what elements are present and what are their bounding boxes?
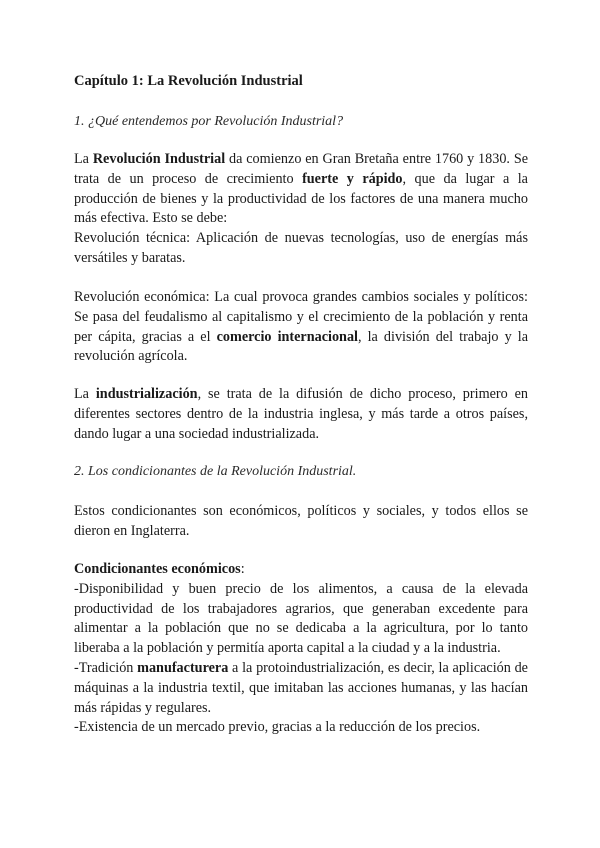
condicionantes-economicos-block: Condicionantes económicos: -Disponibilidad y buen precio de los alimentos, a causa de la elevada productividad de los trabajadores agrarios, que generaban excedente para alimentar a la población que no se dedicaba a la agricultura, por lo tanto liberaba a la población y permitía aporta capital a la ciudad y a la industria. -Tradición manufacturera a la protoindustrialización, es decir, la aplicación de máquinas a la industria textil, que imitaban las acciones humanas, y las hacían más rápidas y regulares. -Existencia de un mercado previo, gracias a la reducción de los precios. <box>74 561 528 736</box>
revolucion-tecnica-paragraph: Revolución técnica: Aplicación de nuevas tecnologías, uso de energías más versátiles y baratas. <box>74 230 528 266</box>
term-industrializacion: industrialización <box>95 386 198 402</box>
industrializacion-paragraph: La industrialización, se trata de la difusión de dicho proceso, primero en diferentes sectores dentro de la industria inglesa, y más tarde a otros países, dando lugar a una sociedad industrializada. <box>74 386 528 442</box>
section-2-heading: 2. Los condicionantes de la Revolución Industrial. <box>74 464 357 479</box>
chapter-title: Capítulo 1: La Revolución Industrial <box>74 73 303 89</box>
list-item-tradicion: -Tradición manufacturera a la protoindustrialización, es decir, la aplicación de máquinas a la industria textil, que imitaban las acciones humanas, y las hacían más rápidas y regulares. <box>74 659 528 716</box>
term-revolucion-industrial: Revolución Industrial <box>92 151 226 167</box>
revolucion-economica-paragraph: Revolución económica: La cual provoca grandes cambios sociales y políticos: Se pasa del feudalismo al capitalismo y el crecimiento de la población y renta per cápita, gracias a el comercio internacional, la división del trabajo y la revolución agrícola. <box>74 289 528 365</box>
condicionantes-intro-paragraph: Estos condicionantes son económicos, políticos y sociales, y todos ellos se dieron en Inglaterra. <box>74 503 528 539</box>
section-1-heading: 1. ¿Qué entendemos por Revolución Industrial? <box>74 114 344 129</box>
term-manufacturera: manufacturera <box>137 659 229 676</box>
list-item-mercado: -Existencia de un mercado previo, gracias a la reducción de los precios. <box>74 719 481 736</box>
term-comercio-internacional: comercio internacional <box>216 328 358 345</box>
term-fuerte-rapido: fuerte y rápido <box>302 170 403 187</box>
list-item-alimentos: -Disponibilidad y buen precio de los alimentos, a causa de la elevada productividad de los trabajadores agrarios, que generaban excedente para alimentar a la población que no se dedicaba a la agricultura, por lo tanto liberaba a la población y permitía aporta capital a la ciudad y a la industria. <box>74 580 528 657</box>
intro-paragraph: La Revolución Industrial da comienzo en Gran Bretaña entre 1760 y 1830. Se trata de un proceso de crecimiento fuerte y rápido, que da lugar a la producción de bienes y la productividad de los factores de una manera mucho más efectiva. Esto se debe: <box>74 151 529 227</box>
condicionantes-economicos-label: Condicionantes económicos <box>74 561 241 577</box>
